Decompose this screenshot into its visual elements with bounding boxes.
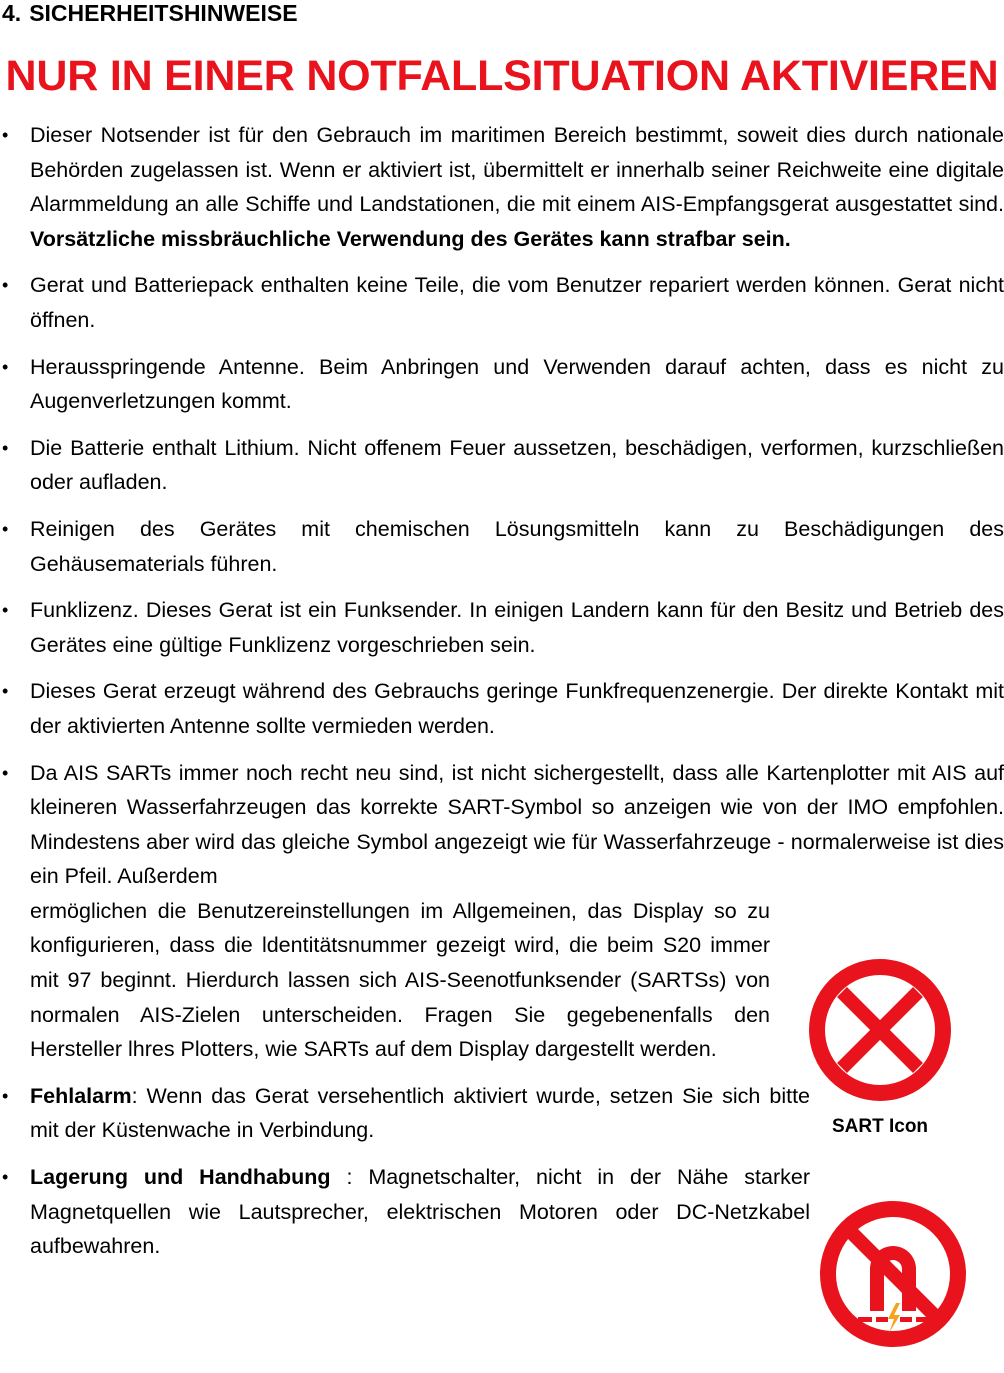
bullet-icon: • bbox=[2, 437, 9, 458]
list-item bbox=[0, 350, 1004, 419]
list-item bbox=[0, 1160, 810, 1264]
list-item bbox=[0, 1079, 810, 1148]
list-item bbox=[0, 118, 1004, 256]
item-text: : Wenn das Gerat versehentlich aktiviert wurde, setzen Sie sich bitte mit der Küstenwache in Verbindung. bbox=[30, 1083, 810, 1143]
list-item bbox=[0, 268, 1004, 337]
section-title: SICHERHEITSHINWEISE bbox=[29, 0, 298, 26]
sart-cross-icon bbox=[805, 955, 955, 1105]
bullet-icon: • bbox=[2, 600, 9, 621]
bullet-icon: • bbox=[2, 356, 9, 377]
item-text: Dieses Gerat erzeugt während des Gebrauchs geringe Funkfrequenzenergie. Der direkte Kontakt mit der aktivierten Antenne sollte vermieden werden. bbox=[30, 679, 1004, 738]
bullet-icon: • bbox=[2, 762, 9, 783]
list-item bbox=[0, 593, 1004, 662]
list-item bbox=[0, 431, 1004, 500]
item-text-continued: ermöglichen die Benutzereinstellungen im Allgemeinen, das Display so zu konfigurieren, dass die ldentitätsnummer gezeigt wird, die beim S20 immer mit 97 beginnt. Hierdurch lassen sich AIS-Seenotfunksender (SARTSs) von normalen AIS-Zielen unterscheiden. Fragen Sie gegebenenfalls den Hersteller lhres Plotters, wie SARTs auf dem Display dargestellt werden. bbox=[30, 898, 770, 1062]
item-text: Dieser Notsender ist für den Gebrauch im maritimen Bereich bestimmt, soweit dies durch nationale Behörden zugelassen ist. Wenn er aktiviert ist, übermittelt er innerhalb seiner Reichweite eine digitale Alarmmeldung an alle Schiffe und Landstationen, die mit einem AIS-Empfangsgerat ausgestattet sind. bbox=[30, 123, 1004, 217]
item-bold-label: Fehlalarm bbox=[30, 1083, 132, 1108]
no-magnet-icon bbox=[818, 1199, 968, 1349]
sart-icon-caption: SART Icon bbox=[831, 1116, 929, 1137]
item-text: Die Batterie enthalt Lithium. Nicht offenem Feuer aussetzen, beschädigen, verformen, kurzschließen oder aufladen. bbox=[30, 435, 1004, 495]
item-bold-label: Lagerung und Handhabung bbox=[30, 1165, 331, 1190]
emergency-warning-banner: NUR IN EINER NOTFALLSITUATION AKTIVIEREN bbox=[5, 52, 999, 100]
item-text: Herausspringende Antenne. Beim Anbringen und Verwenden darauf achten, dass es nicht zu Augenverletzungen kommt. bbox=[30, 354, 1004, 414]
item-text: Gerat und Batteriepack enthalten keine Teile, die vom Benutzer repariert werden können. Gerat nicht öffnen. bbox=[30, 273, 1004, 332]
sart-figure bbox=[805, 955, 955, 1138]
item-text: Da AIS SARTs immer noch recht neu sind, ist nicht sichergestellt, dass alle Kartenplotter mit AIS auf kleineren Wasserfahrzeugen das korrekte SART-Symbol so anzeigen wie von der IMO empfohlen. Mindestens aber wird das gleiche Symbol angezeigt wie für Wasserfahrzeuge - normalerweise ist dies ein Pfeil. Außerdem bbox=[30, 760, 1004, 889]
bullet-icon: • bbox=[2, 681, 9, 702]
list-item bbox=[0, 674, 1004, 743]
item-bold-text: Vorsätzliche missbräuchliche Verwendung des Gerätes kann strafbar sein. bbox=[30, 226, 791, 251]
item-text: Funklizenz. Dieses Gerat ist ein Funksender. In einigen Landern kann für den Besitz und Betrieb des Gerätes eine gültige Funklizenz vorgeschrieben sein. bbox=[30, 598, 1004, 657]
list-item bbox=[0, 512, 1004, 581]
magnet-figure bbox=[818, 1199, 968, 1354]
bullet-icon: • bbox=[2, 1167, 9, 1188]
bullet-icon: • bbox=[2, 125, 9, 145]
bullet-icon: • bbox=[2, 518, 9, 539]
bullet-icon: • bbox=[2, 275, 9, 296]
item-text: Reinigen des Gerätes mit chemischen Lösungsmitteln kann zu Beschädigungen des Gehäusematerials führen. bbox=[30, 516, 1004, 576]
bullet-icon: • bbox=[2, 1085, 9, 1106]
item-text: : Magnetschalter, nicht in der Nähe starker Magnetquellen wie Lautsprecher, elektrischen Motoren oder DC-Netzkabel aufbewahren. bbox=[30, 1165, 810, 1259]
section-number: 4. bbox=[2, 0, 22, 26]
section-heading bbox=[2, 0, 298, 26]
